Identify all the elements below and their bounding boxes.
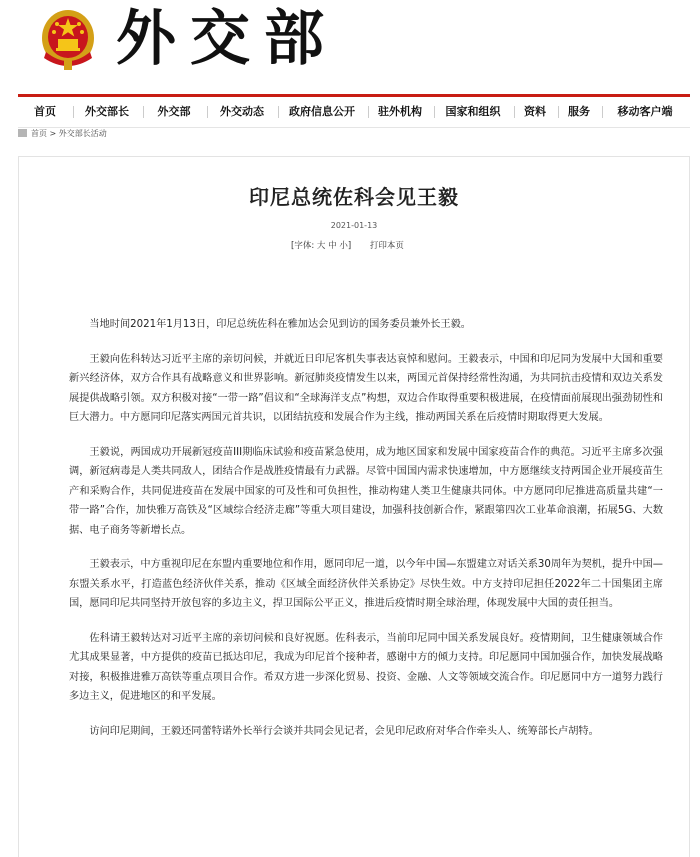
article-panel: [18, 156, 690, 857]
nav-item-mobile-client[interactable]: 移动客户端: [617, 105, 673, 118]
article-paragraph: 访问印尼期间，王毅还同蕾特诺外长举行会谈并共同会见记者，会见印尼政府对华合作牵头人、统筹部长卢胡特。: [89, 725, 599, 737]
nav-divider: [434, 106, 435, 118]
breadcrumb-section[interactable]: 外交部长活动: [58, 129, 107, 138]
article-paragraph: 王毅说，两国成功开展新冠疫苗III期临床试验和疫苗紧急使用，成为地区国家和发展中国家疫苗合作的典范。习近平主席多次强调，新冠病毒是人类共同敌人，团结合作是战胜疫情最有力武器。尽管中国国内需求快速增加，中方愿继续支持两国企业开展疫苗生产和采购合作，共同促进疫苗在发展中国家的可及性和可负担性，推动构建人类卫生健康共同体。中方愿同印尼推进高质量共建“一带一路”合作，加快雅万高铁及“区域综合经济走廊”等重大项目建设，加强科技创新合作，紧跟第四次工业革命浪潮，拓展5G、大数据、电子商务等新增长点。: [69, 446, 663, 536]
nav-divider: [514, 106, 515, 118]
font-size-small-button[interactable]: 小]: [339, 241, 352, 251]
main-nav: [18, 94, 690, 128]
article-paragraph: 王毅表示，中方重视印尼在东盟内重要地位和作用，愿同印尼一道，以今年中国—东盟建立对话关系30周年为契机，提升中国—东盟关系水平，打造蓝色经济伙伴关系，推动《区域全面经济伙伴关系协定》尽快生效。中方支持印尼担任2022年二十国集团主席国，愿同印尼共同坚持开放包容的多边主义，捍卫国际公平正义，推进后疫情时期全球治理，体现发展中大国的责任担当。: [69, 559, 663, 609]
article-paragraph: 当地时间2021年1月13日，印尼总统佐科在雅加达会见到访的国务委员兼外长王毅。: [89, 319, 471, 330]
nav-item-countries-orgs[interactable]: 国家和组织: [445, 105, 501, 118]
font-size-medium-button[interactable]: 中: [328, 241, 337, 251]
nav-divider: [73, 106, 74, 118]
nav-item-home[interactable]: 首页: [34, 105, 56, 118]
nav-divider: [602, 106, 603, 118]
nav-item-diplomatic-news[interactable]: 外交动态: [220, 105, 264, 118]
article-body: [69, 315, 663, 756]
site-logo-calligraphy[interactable]: 外交部: [116, 4, 338, 74]
nav-item-foreign-minister[interactable]: 外交部长: [85, 105, 129, 118]
nav-divider: [143, 106, 144, 118]
article-paragraph: 佐科请王毅转达对习近平主席的亲切问候和良好祝愿。佐科表示，当前印尼同中国关系发展良好。疫情期间，卫生健康领域合作尤其成果显著，中方提供的疫苗已抵达印尼，我成为印尼首个接种者，感谢中方的倾力支持。印尼愿同中国加强合作，加快发展战略对接，积极推进雅万高铁等重点项目合作。希双方进一步深化贸易、投资、金融、人文等领域交流合作。印尼愿同中方一道努力践行多边主义，促进地区的和平发展。: [69, 632, 663, 702]
national-emblem-icon[interactable]: [38, 8, 98, 72]
article-date: 2021-01-13: [330, 221, 378, 230]
font-size-large-button[interactable]: 大: [316, 241, 326, 251]
nav-divider: [558, 106, 559, 118]
nav-divider: [278, 106, 279, 118]
nav-item-foreign-ministry[interactable]: 外交部: [157, 105, 191, 118]
nav-item-resources[interactable]: 资料: [524, 105, 546, 118]
nav-item-gov-info[interactable]: 政府信息公开: [289, 105, 355, 118]
article-title: 印尼总统佐科会见王毅: [249, 185, 459, 209]
site-header: [0, 0, 700, 92]
article-paragraph: 王毅向佐科转达习近平主席的亲切问候，并就近日印尼客机失事表达哀悼和慰问。王毅表示，中国和印尼同为发展中大国和重要新兴经济体，双方合作具有战略意义和世界影响。新冠肺炎疫情发生以来，两国元首保持经常性沟通，为共同抗击疫情和双边关系发展提供战略引领。双方积极对接“一带一路”倡议和“全球海洋支点”构想，双边合作取得重要积极进展，在疫情面前展现出强劲韧性和巨大潜力。中方愿同印尼落实两国元首共识，以团结抗疫和发展合作为主线，推动两国关系在后疫情时期取得更大发展。: [69, 353, 663, 423]
print-page-button[interactable]: 打印本页: [369, 241, 404, 251]
nav-item-services[interactable]: 服务: [568, 105, 590, 118]
nav-item-missions-abroad[interactable]: 驻外机构: [378, 105, 422, 118]
breadcrumb: [18, 128, 107, 140]
breadcrumb-home[interactable]: 首页: [31, 129, 47, 138]
nav-divider: [368, 106, 369, 118]
nav-divider: [207, 106, 208, 118]
font-size-label: [字体:: [291, 241, 315, 251]
breadcrumb-separator: >: [49, 129, 57, 138]
article-tools: [291, 239, 404, 251]
home-icon: [18, 129, 27, 137]
